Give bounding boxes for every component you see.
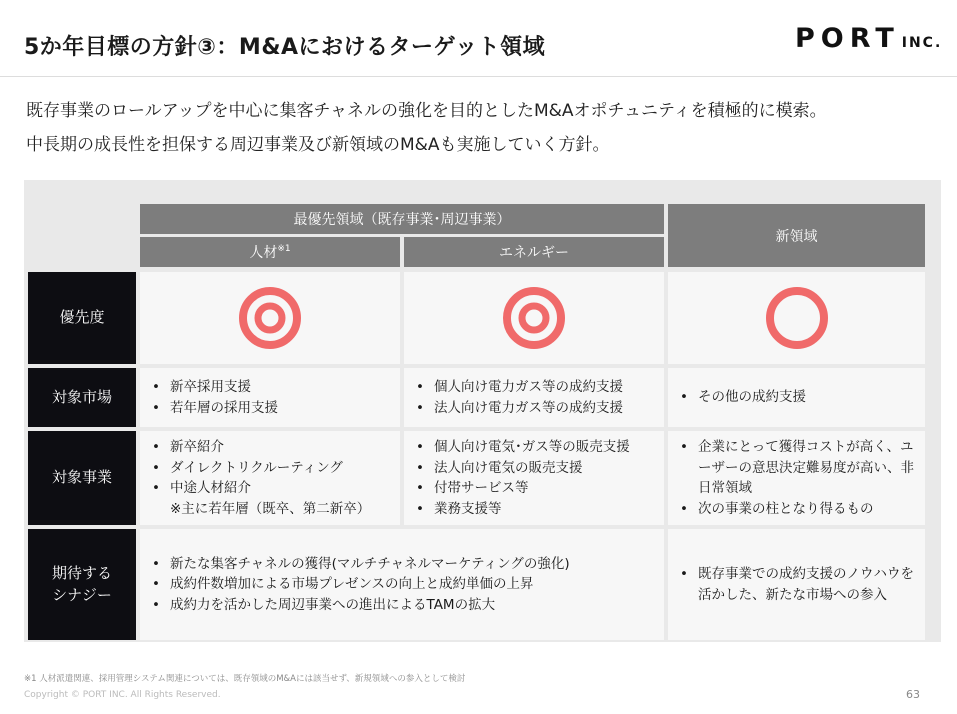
synergy-cell-new bbox=[668, 529, 925, 640]
row-header-synergy bbox=[28, 529, 136, 640]
row-header-business: 対象事業 bbox=[28, 431, 136, 525]
page-title: 5か年目標の方針③：M&Aにおけるターゲット領域 bbox=[24, 35, 546, 60]
business-cell-new bbox=[668, 431, 925, 525]
list-item: • 成約件数増加による市場プレゼンスの向上と成約単価の上昇 bbox=[152, 574, 570, 595]
row-header-synergy-line2: シナジー bbox=[52, 585, 112, 604]
footnote: ※1 人材派遣関連、採用管理システム関連については、既存領域のM&Aには該当せず、新規領域への参入として検討 bbox=[24, 674, 466, 684]
page-number: 63 bbox=[906, 688, 920, 701]
list-item: • 企業にとって獲得コストが高く、ユーザーの意思決定難易度が高い、非日常領域 bbox=[680, 437, 915, 499]
col-header-jinzai bbox=[140, 237, 400, 267]
footnote-ref: ※1 bbox=[277, 244, 291, 254]
row-header-market: 対象市場 bbox=[28, 368, 136, 427]
logo-main: PORT bbox=[795, 23, 900, 54]
list-item: • 付帯サービス等 bbox=[416, 478, 630, 499]
list-item: • ダイレクトリクルーティング bbox=[152, 458, 370, 479]
priority-cell-new bbox=[668, 272, 925, 364]
list-item: • 業務支援等 bbox=[416, 499, 630, 520]
lead-text-2: 中長期の成長性を担保する周辺事業及び新領域のM&Aも実施していく方針。 bbox=[26, 135, 610, 155]
list-item: • 新卒採用支援 bbox=[152, 377, 278, 398]
double-circle-icon bbox=[237, 285, 303, 351]
list-item: • 中途人材紹介 bbox=[152, 478, 370, 499]
col-header-new-area: 新領域 bbox=[668, 204, 925, 267]
business-cell-jinzai bbox=[140, 431, 400, 525]
lead-text-1: 既存事業のロールアップを中心に集客チャネルの強化を目的としたM&Aオポチュニティを積極的に模索。 bbox=[26, 101, 827, 121]
list-item: • 成約力を活かした周辺事業への進出によるTAMの拡大 bbox=[152, 595, 570, 616]
col-header-jinzai-label: 人材 bbox=[249, 245, 278, 261]
list-item: • その他の成約支援 bbox=[680, 387, 806, 408]
logo-sub: INC. bbox=[901, 35, 943, 51]
business-cell-energy bbox=[404, 431, 664, 525]
list-item: • 法人向け電力ガス等の成約支援 bbox=[416, 398, 623, 419]
market-cell-energy bbox=[404, 368, 664, 427]
market-cell-new bbox=[668, 368, 925, 427]
copyright: Copyright © PORT INC. All Rights Reserved. bbox=[24, 690, 221, 700]
target-area-table bbox=[24, 180, 941, 642]
group-header-priority-area: 最優先領域（既存事業･周辺事業） bbox=[140, 204, 664, 234]
header-divider bbox=[0, 76, 957, 77]
row-header-synergy-line1: 期待する bbox=[51, 563, 112, 582]
market-cell-jinzai bbox=[140, 368, 400, 427]
priority-cell-energy bbox=[404, 272, 664, 364]
list-item: • 既存事業での成約支援のノウハウを活かした、新たな市場への参入 bbox=[680, 564, 915, 605]
business-note: ※主に若年層（既卒、第二新卒） bbox=[170, 500, 371, 517]
synergy-cell-existing bbox=[140, 529, 664, 640]
row-header-priority: 優先度 bbox=[28, 272, 136, 364]
list-item: • 新卒紹介 bbox=[152, 437, 370, 458]
company-logo bbox=[795, 23, 942, 54]
double-circle-icon bbox=[501, 285, 567, 351]
list-item: • 個人向け電気･ガス等の販売支援 bbox=[416, 437, 630, 458]
list-item: • 次の事業の柱となり得るもの bbox=[680, 499, 915, 520]
list-item: • 若年層の採用支援 bbox=[152, 398, 278, 419]
list-item: • 法人向け電気の販売支援 bbox=[416, 458, 630, 479]
list-item: • 個人向け電力ガス等の成約支援 bbox=[416, 377, 623, 398]
priority-cell-jinzai bbox=[140, 272, 400, 364]
list-item: • 新たな集客チャネルの獲得(マルチチャネルマーケティングの強化) bbox=[152, 554, 570, 575]
col-header-energy: エネルギー bbox=[404, 237, 664, 267]
single-circle-icon bbox=[764, 285, 830, 351]
